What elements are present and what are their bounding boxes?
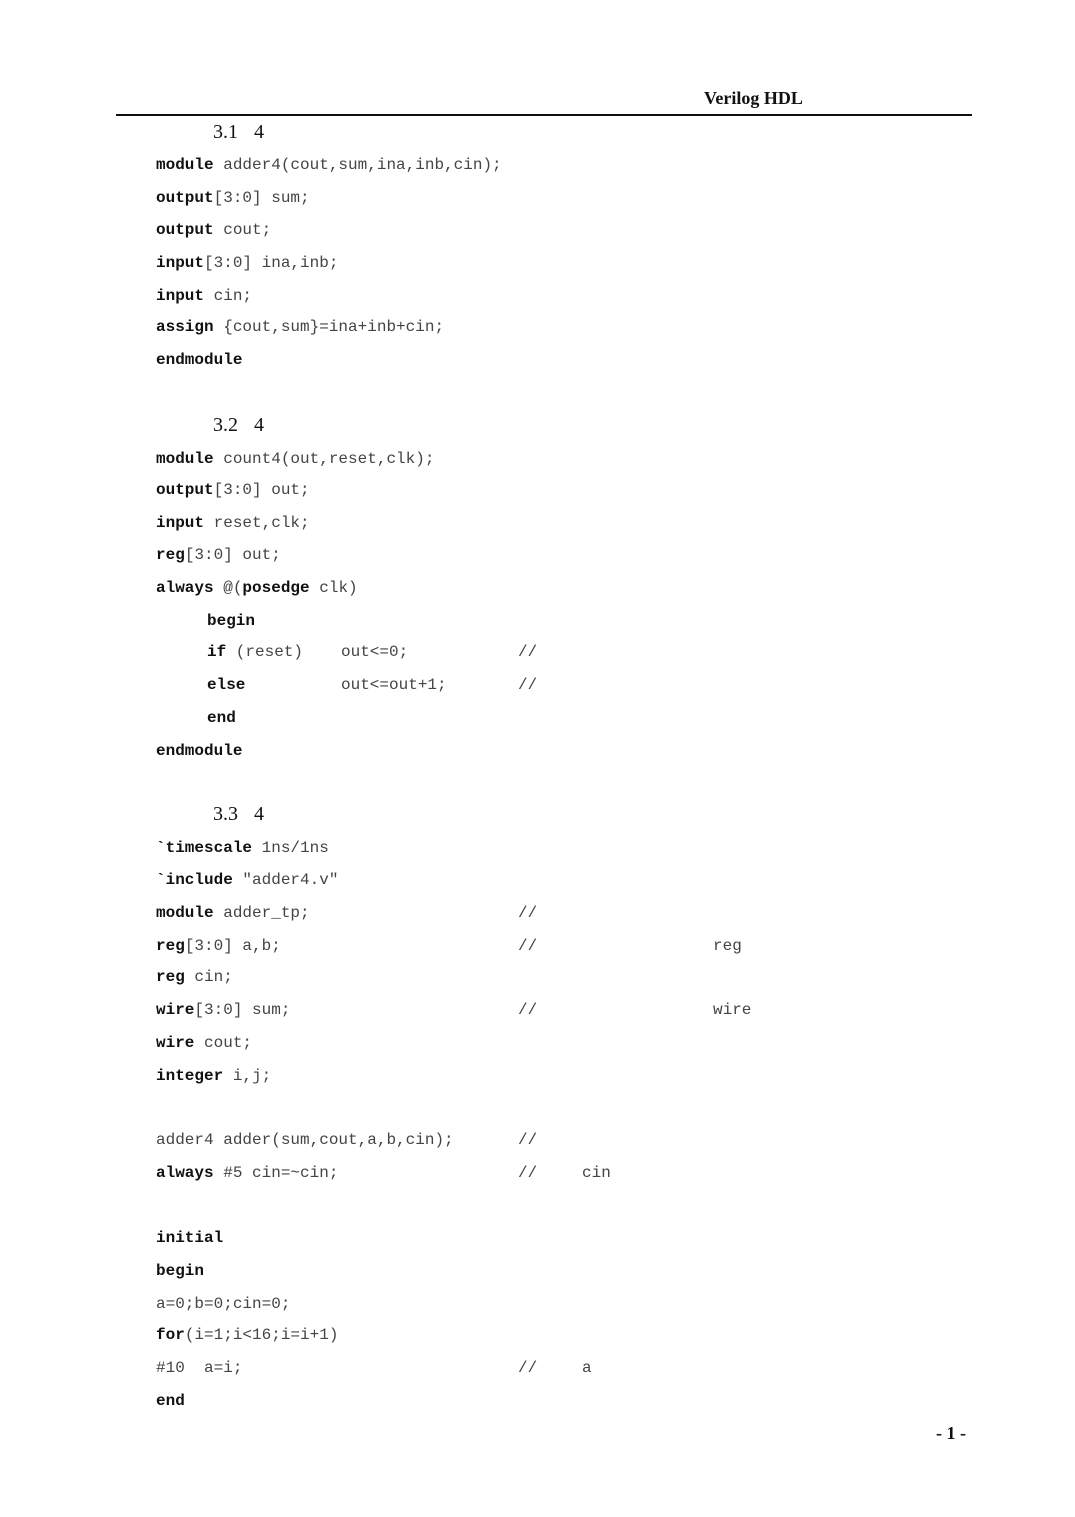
code-line <box>156 1222 916 1255</box>
code-text: [3:0] sum; <box>213 189 310 207</box>
code-text: clk) <box>309 579 358 597</box>
keyword: integer <box>156 1067 224 1085</box>
code-text: #5 cin=~cin; <box>213 1164 339 1182</box>
comment-text: cin <box>582 1164 611 1182</box>
header-rule <box>116 114 972 116</box>
keyword: else <box>207 676 246 694</box>
caption-number: 3.3 <box>213 803 238 825</box>
keyword: output <box>156 481 214 499</box>
code-line <box>156 1124 916 1157</box>
code-line <box>156 994 916 1027</box>
code-text: out<=out+1; <box>341 676 447 694</box>
keyword: output <box>156 221 214 239</box>
code-line <box>156 897 916 930</box>
code-line <box>156 961 916 994</box>
keyword: for <box>156 1326 185 1344</box>
keyword: end <box>207 709 236 727</box>
keyword: input <box>156 514 205 532</box>
comment-text: reg <box>713 937 742 955</box>
keyword: reg <box>156 546 185 564</box>
comment-marker: // <box>518 937 538 955</box>
code-line <box>156 702 916 735</box>
code-line <box>156 669 916 702</box>
code-line <box>156 1255 916 1288</box>
code-text: 1ns/1ns <box>252 839 329 857</box>
code-line <box>156 1060 916 1093</box>
keyword: assign <box>156 318 214 336</box>
code-line <box>156 1319 916 1352</box>
code-text: cin; <box>184 968 233 986</box>
code-line <box>156 539 916 572</box>
keyword: reg <box>156 937 185 955</box>
keyword: wire <box>156 1001 195 1019</box>
keyword: if <box>207 643 227 661</box>
code-line <box>156 1157 916 1190</box>
keyword: reg <box>156 968 185 986</box>
keyword: `timescale <box>156 839 253 857</box>
code-text: #10 a=i; <box>156 1359 243 1377</box>
keyword: `include <box>156 871 233 889</box>
code-text: reset,clk; <box>204 514 310 532</box>
code-text: [3:0] a,b; <box>184 937 281 955</box>
code-text: (reset) <box>226 643 304 661</box>
code-text: cout; <box>194 1034 253 1052</box>
comment-marker: // <box>518 1164 538 1182</box>
header-title: Verilog HDL <box>704 88 803 108</box>
code-line <box>156 930 916 963</box>
keyword: end <box>156 1392 185 1410</box>
code-line <box>156 474 916 507</box>
keyword: endmodule <box>156 742 243 760</box>
code-line <box>156 864 916 897</box>
code-text: {cout,sum}=ina+inb+cin; <box>213 318 445 336</box>
code-text: adder4 adder(sum,cout,a,b,cin); <box>156 1131 454 1149</box>
comment-marker: // <box>518 643 538 661</box>
comment-text: a <box>582 1359 592 1377</box>
code-text: [3:0] out; <box>184 546 281 564</box>
keyword: output <box>156 189 214 207</box>
code-text: @( <box>213 579 243 597</box>
code-text: count4(out,reset,clk); <box>213 450 435 468</box>
code-text: [3:0] out; <box>213 481 310 499</box>
keyword: begin <box>207 612 256 630</box>
caption-number: 3.1 <box>213 121 238 143</box>
code-line <box>156 572 916 605</box>
code-text: adder_tp; <box>213 904 310 922</box>
keyword: begin <box>156 1262 205 1280</box>
comment-marker: // <box>518 1359 538 1377</box>
caption-3-2 <box>213 414 264 437</box>
code-text: cin; <box>204 287 253 305</box>
caption-3-1 <box>213 121 264 144</box>
keyword: wire <box>156 1034 195 1052</box>
code-line <box>156 1385 916 1418</box>
code-line <box>156 247 916 280</box>
code-line <box>156 344 916 377</box>
code-line <box>156 636 916 669</box>
code-text: i,j; <box>223 1067 272 1085</box>
caption-number: 3.2 <box>213 414 238 436</box>
keyword: posedge <box>242 579 310 597</box>
code-line <box>156 311 916 344</box>
code-line <box>156 280 916 313</box>
comment-marker: // <box>518 1131 538 1149</box>
caption-value: 4 <box>254 803 264 825</box>
code-line <box>156 149 916 182</box>
keyword: initial <box>156 1229 224 1247</box>
code-text: a=0;b=0;cin=0; <box>156 1295 291 1313</box>
code-text: (i=1;i<16;i=i+1) <box>184 1326 339 1344</box>
caption-value: 4 <box>254 121 264 143</box>
keyword: always <box>156 1164 214 1182</box>
caption-3-3 <box>213 803 264 826</box>
code-line <box>156 1288 916 1321</box>
keyword: module <box>156 450 214 468</box>
comment-text: wire <box>713 1001 752 1019</box>
caption-value: 4 <box>254 414 264 436</box>
code-text: [3:0] sum; <box>194 1001 291 1019</box>
code-line <box>156 605 916 638</box>
code-line <box>156 443 916 476</box>
keyword: input <box>156 287 205 305</box>
code-line <box>156 1352 916 1385</box>
keyword: input <box>156 254 205 272</box>
page-number: - 1 - <box>936 1423 966 1443</box>
code-line <box>156 507 916 540</box>
comment-marker: // <box>518 1001 538 1019</box>
code-text: out<=0; <box>341 643 409 661</box>
code-text: [3:0] ina,inb; <box>204 254 339 272</box>
keyword: module <box>156 904 214 922</box>
code-line <box>156 214 916 247</box>
code-line <box>156 182 916 215</box>
comment-marker: // <box>518 904 538 922</box>
code-text: adder4(cout,sum,ina,inb,cin); <box>213 156 502 174</box>
code-line <box>156 1027 916 1060</box>
code-line <box>156 832 916 865</box>
comment-marker: // <box>518 676 538 694</box>
keyword: endmodule <box>156 351 243 369</box>
code-text: cout; <box>213 221 272 239</box>
keyword: always <box>156 579 214 597</box>
keyword: module <box>156 156 214 174</box>
code-line <box>156 735 916 768</box>
code-text: "adder4.v" <box>232 871 339 889</box>
